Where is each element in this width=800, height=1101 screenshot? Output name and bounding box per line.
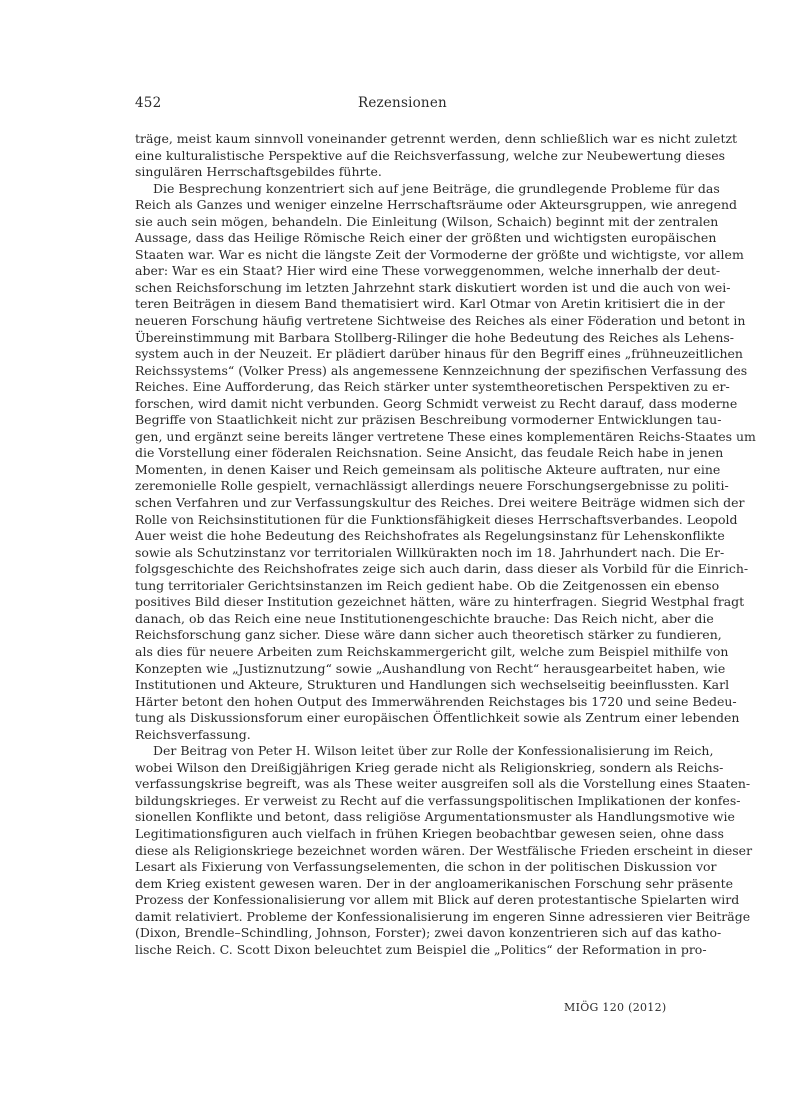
text-line: aber: War es ein Staat? Hier wird eine These vorweggenommen, welche innerhalb der deut-	[135, 263, 721, 279]
text-line: als dies für neuere Arbeiten zum Reichskammergericht gilt, welche zum Beispiel mithilfe von	[135, 643, 729, 659]
text-line: Lesart als Fixierung von Verfassungselementen, die schon in der politischen Diskussion vor	[135, 859, 717, 875]
text-line: neueren Forschung häufig vertretene Sichtweise des Reiches als einer Föderation und betont in	[135, 313, 746, 329]
text-line: Die Besprechung konzentriert sich auf jene Beiträge, die grundlegende Probleme für das	[153, 180, 720, 196]
running-head: Rezensionen	[358, 95, 447, 111]
text-line: tung territorialer Gerichtsinstanzen im Reich gedient habe. Ob die Zeitgenossen ein ebenso	[135, 577, 720, 593]
text-line: verfassungskrise begreift, was als These weiter ausgreifen soll als die Vorstellung eines Staaten-	[135, 776, 751, 792]
text-line: Reichsverfassung.	[135, 726, 251, 742]
text-line: schen Reichsforschung im letzten Jahrzehnt stark diskutiert worden ist und die auch von wei-	[135, 279, 731, 295]
text-line: gen, und ergänzt seine bereits länger vertretene These eines komplementären Reichs-Staates um	[135, 428, 756, 444]
paragraph	[135, 180, 756, 744]
text-line: positives Bild dieser Institution gezeichnet hätten, wäre zu hinterfragen. Siegrid Westphal fragt	[135, 594, 745, 610]
text-line: danach, ob das Reich eine neue Institutionengeschichte brauche: Das Reich nicht, aber die	[135, 610, 714, 626]
text-line: Prozess der Konfessionalisierung vor allem mit Blick auf deren protestantische Spielarten wird	[135, 892, 740, 908]
text-line: folgsgeschichte des Reichshofrates zeige sich auch darin, dass dieser als Vorbild für die Einrich-	[135, 561, 749, 577]
text-line: die Vorstellung einer föderalen Reichsnation. Seine Ansicht, das feudale Reich habe in jenen	[135, 445, 724, 461]
text-line: Aussage, dass das Heilige Römische Reich einer der größten und wichtigsten europäischen	[135, 230, 717, 246]
text-line: singulären Herrschaftsgebildes führte.	[135, 164, 382, 180]
text-line: dem Krieg existent gewesen waren. Der in der angloamerikanischen Forschung sehr präsente	[135, 875, 734, 891]
text-line: Staaten war. War es nicht die längste Zeit der Vormoderne der größte und wichtigste, vor allem	[135, 246, 744, 262]
text-line: lische Reich. C. Scott Dixon beleuchtet zum Beispiel die „Politics“ der Reformation in pro-	[135, 941, 707, 957]
text-line: (Dixon, Brendle–Schindling, Johnson, Forster); zwei davon konzentrieren sich auf das kathо-	[135, 925, 722, 941]
text-line: zeremonielle Rolle gespielt, vernachlässigt allerdings neuere Forschungsergebnisse zu politi-	[135, 478, 729, 494]
text-line: Konzepten wie „Justiznutzung“ sowie „Aushandlung von Recht“ herausgearbeitet haben, wie	[135, 660, 726, 676]
text-line: Begriffe von Staatlichkeit nicht zur präzisen Beschreibung vormoderner Entwicklungen tau-	[135, 412, 722, 428]
text-line: Rolle von Reichsinstitutionen für die Funktionsfähigkeit dieses Herrschaftsverbandes. Leopold	[135, 511, 738, 527]
text-line: schen Verfahren und zur Verfassungskultur des Reiches. Drei weitere Beiträge widmen sich der	[135, 495, 745, 511]
text-line: Momenten, in denen Kaiser und Reich gemeinsam als politische Akteure auftraten, nur eine	[135, 461, 721, 477]
text-line: system auch in der Neuzeit. Er plädiert darüber hinaus für den Begriff eines „frühneuzeitlichen	[135, 346, 743, 362]
text-line: sowie als Schutzinstanz vor territorialen Willkürakten noch im 18. Jahrhundert nach. Die Er-	[135, 544, 725, 560]
body-text	[135, 131, 756, 958]
text-line: Auer weist die hohe Bedeutung des Reichshofrates als Regelungsinstanz für Lehenskonflikte	[135, 528, 725, 544]
text-line: sionellen Konflikte und betont, dass religiöse Argumentationsmuster als Handlungsmotive wie	[135, 809, 735, 825]
paragraph	[135, 743, 753, 958]
text-line: tung als Diskussionsforum einer europäischen Öffentlichkeit sowie als Zentrum einer lebenden	[135, 710, 740, 726]
text-line: Reichssystems“ (Volker Press) als angemessene Kennzeichnung der spezifischen Verfassung des	[135, 362, 748, 378]
text-line: damit relativiert. Probleme der Konfessionalisierung im engeren Sinne adressieren vier Beiträge	[135, 908, 751, 924]
text-line: teren Beiträgen in diesem Band thematisiert wird. Karl Otmar von Aretin kritisiert die in der	[135, 296, 725, 312]
text-line: Der Beitrag von Peter H. Wilson leitet über zur Rolle der Konfessionalisierung im Reich,	[153, 743, 714, 759]
text-line: Reiches. Eine Aufforderung, das Reich stärker unter systemtheoretischen Perspektiven zu er-	[135, 379, 730, 395]
text-line: Legitimationsfiguren auch vielfach in frühen Kriegen beobachtbar gewesen seien, ohne dass	[135, 825, 724, 841]
text-line: Institutionen und Akteure, Strukturen und Handlungen sich wechselseitig beeinflussten. Karl	[135, 677, 730, 693]
text-line: träge, meist kaum sinnvoll voneinander getrennt werden, denn schließlich war es nicht zuletzt	[135, 131, 738, 146]
text-line: wobei Wilson den Dreißigjährigen Krieg gerade nicht als Religionskrieg, sondern als Reichs-	[135, 759, 724, 775]
text-line: Reich als Ganzes und weniger einzelne Herrschaftsräume oder Akteursgruppen, wie anregend	[135, 197, 738, 213]
footer-journal-citation: MIÖG 120 (2012)	[564, 1001, 667, 1014]
text-line: bildungskrieges. Er verweist zu Recht auf die verfassungspolitischen Implikationen der konfes-	[135, 792, 741, 808]
text-line: diese als Religionskriege bezeichnet worden wären. Der Westfälische Frieden erscheint in dieser	[135, 842, 753, 858]
text-line: Reichsforschung ganz sicher. Diese wäre dann sicher auch theoretisch stärker zu fundieren,	[135, 627, 722, 643]
text-line: forschen, wird damit nicht verbunden. Georg Schmidt verweist zu Recht darauf, dass moderne	[135, 395, 738, 411]
page-number: 452	[135, 95, 162, 111]
text-line: Übereinstimmung mit Barbara Stollberg-Rilinger die hohe Bedeutung des Reiches als Lehens-	[135, 329, 735, 345]
text-line: sie auch sein mögen, behandeln. Die Einleitung (Wilson, Schaich) beginnt mit der zentralen	[135, 213, 719, 229]
paragraph	[135, 131, 738, 181]
text-line: Härter betont den hohen Output des Immerwährenden Reichstages bis 1720 und seine Bedeu-	[135, 693, 737, 709]
text-line: eine kulturalistische Perspektive auf die Reichsverfassung, welche zur Neubewertung dieses	[135, 147, 726, 163]
